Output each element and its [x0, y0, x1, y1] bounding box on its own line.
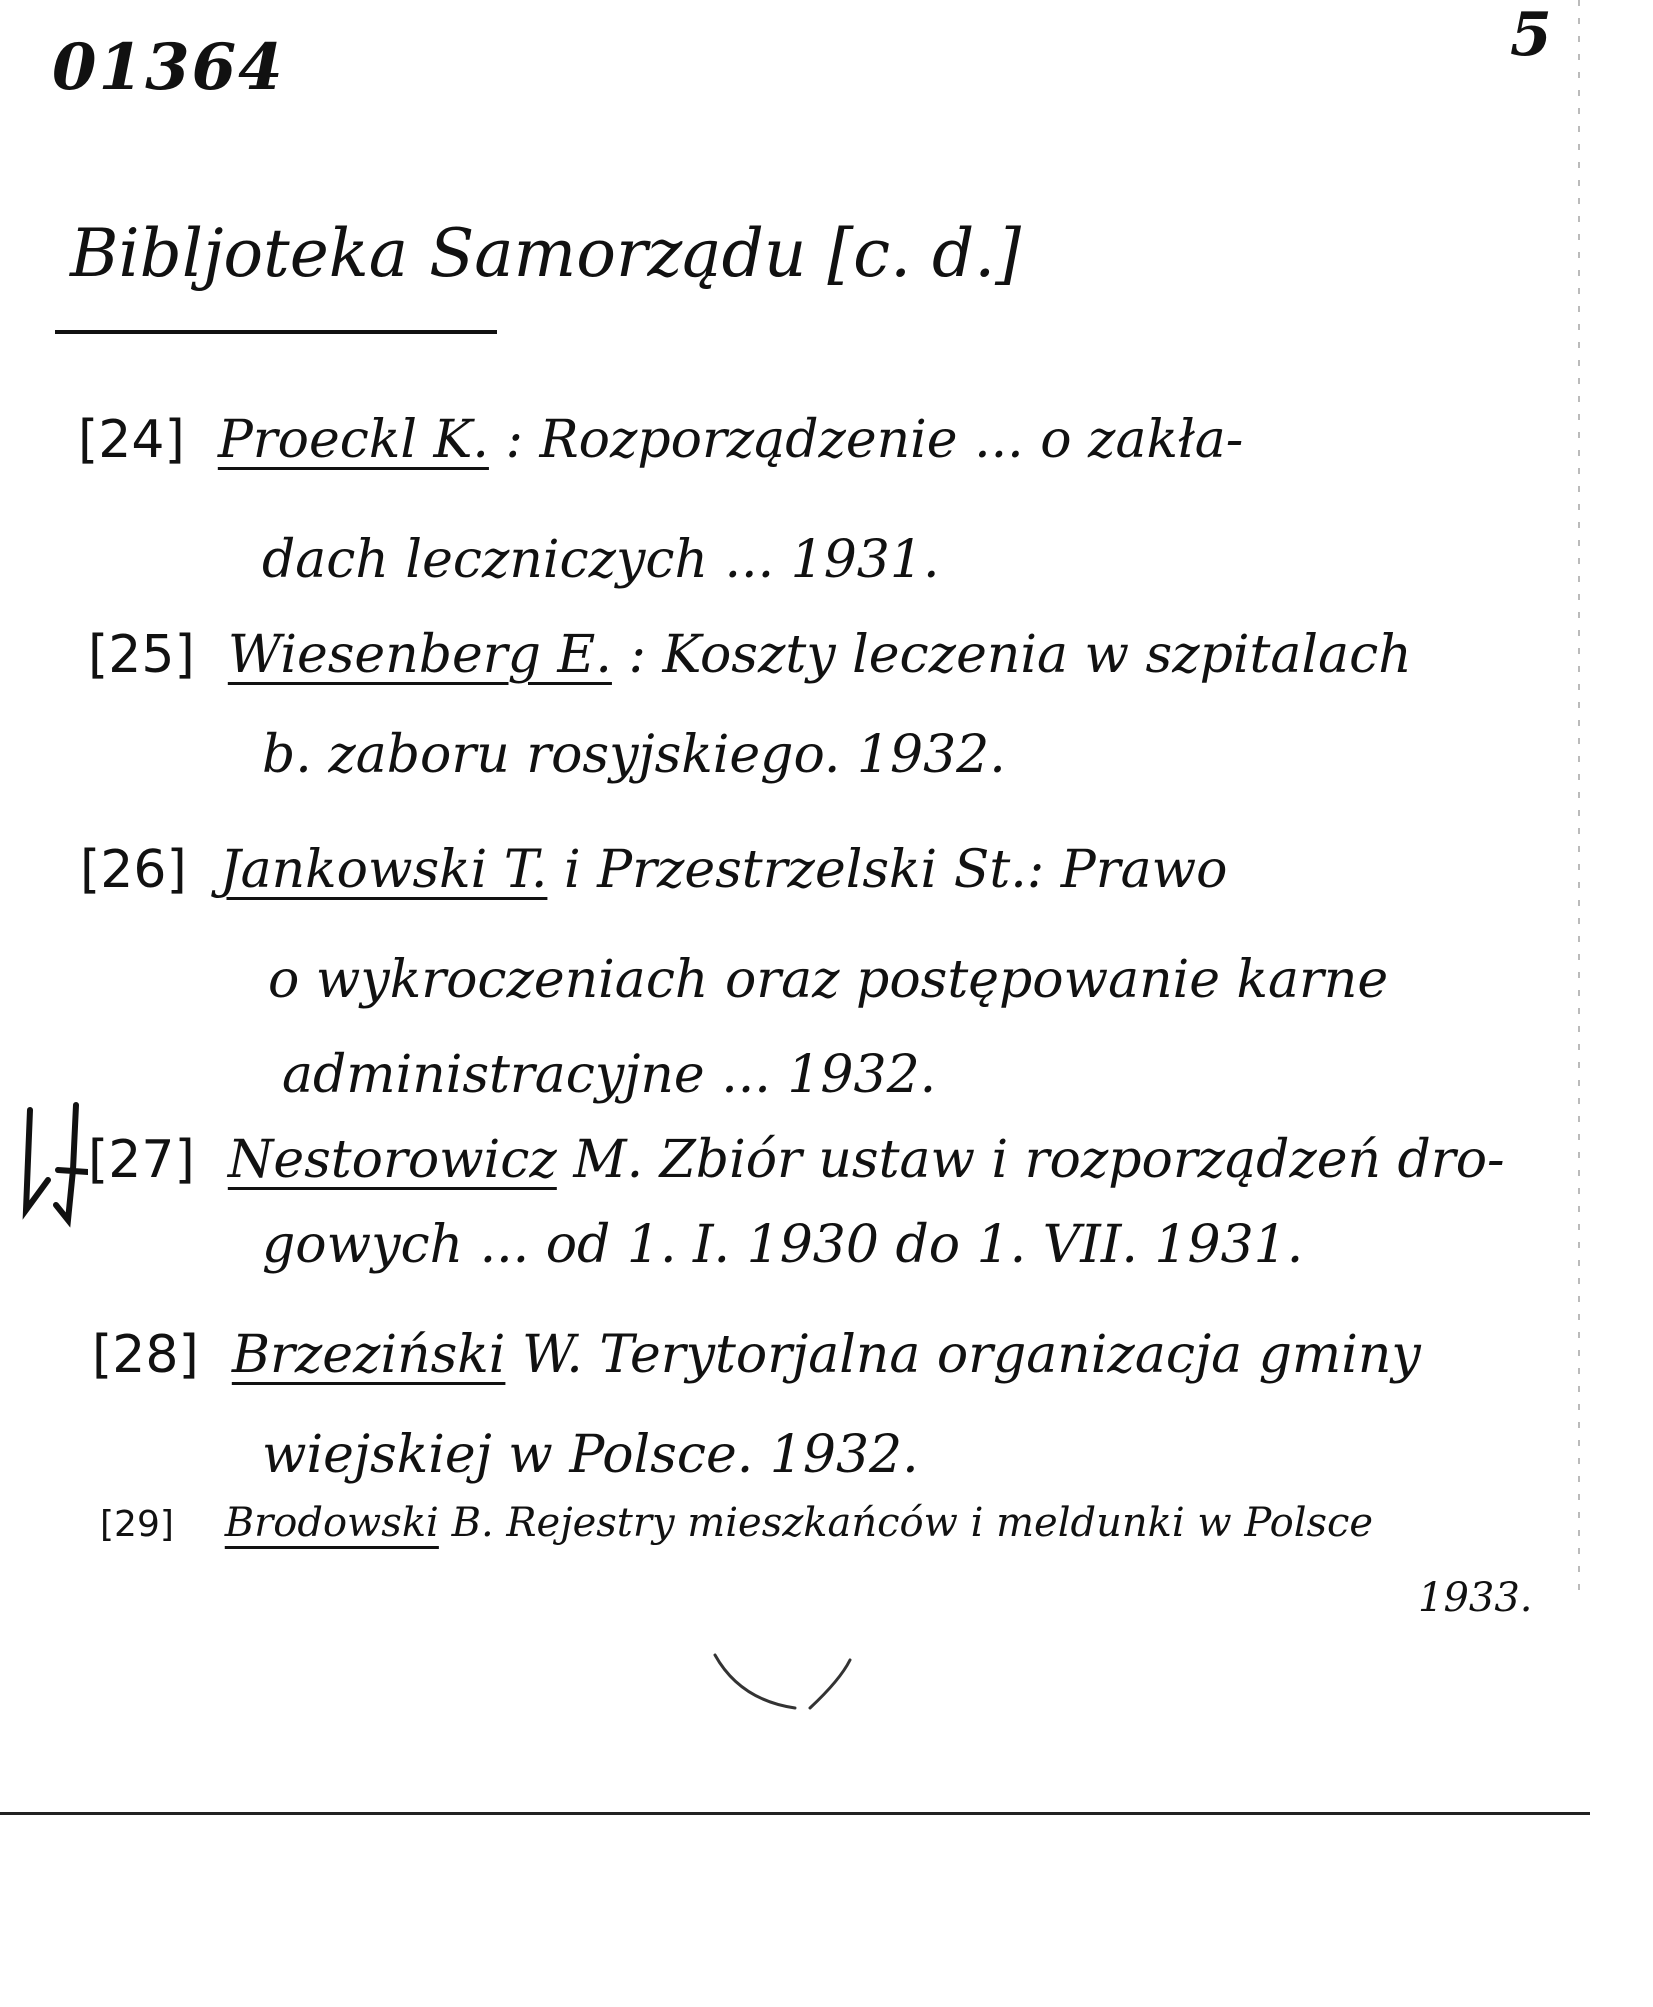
pen-stroke-mark-icon	[700, 1640, 880, 1720]
entry-number: [24]	[78, 410, 185, 470]
entry-author: Wiesenberg E.	[227, 625, 612, 685]
entry-number: [25]	[88, 625, 195, 685]
entry-number: [26]	[80, 840, 187, 900]
entry-title: i Przestrzelski St.: Prawo	[563, 840, 1228, 900]
entry-title: M. Zbiór ustaw i rozporządzeń dro-	[573, 1130, 1505, 1190]
entry-27-line-2: gowych ... od 1. I. 1930 do 1. VII. 1931.	[262, 1215, 1304, 1275]
entry-28-line-2: wiejskiej w Polsce. 1932.	[262, 1425, 919, 1485]
entry-author: Nestorowicz	[227, 1130, 557, 1190]
entry-number: [27]	[88, 1130, 195, 1190]
entry-title: : Koszty leczenia w szpitalach	[628, 625, 1412, 685]
entry-author: Brzeziński	[231, 1325, 506, 1385]
entry-28-line-1	[92, 1325, 1421, 1385]
entry-number: [28]	[92, 1325, 199, 1385]
title-underline	[55, 330, 497, 334]
entry-26-line-1	[80, 840, 1227, 900]
entry-title: : Rozporządzenie ... o zakła-	[505, 410, 1244, 470]
page-number: 5	[1510, 0, 1552, 70]
margin-arrow-mark-icon	[18, 1100, 88, 1230]
entry-29-line-2: 1933.	[1418, 1575, 1533, 1621]
entry-author: Proeckl K.	[217, 410, 489, 470]
entry-number: [29]	[100, 1504, 174, 1545]
entry-author: Jankowski T.	[219, 840, 548, 900]
section-title: Bibljoteka Samorządu [c. d.]	[70, 215, 1022, 292]
entry-title: W. Terytorjalna organizacja gminy	[521, 1325, 1421, 1385]
entry-27-line-1	[88, 1130, 1505, 1190]
scan-edge	[1578, 0, 1580, 1600]
bottom-rule	[0, 1812, 1590, 1815]
entry-29-line-1	[100, 1500, 1373, 1546]
entry-author: Brodowski	[224, 1500, 439, 1546]
entry-title: B. Rejestry mieszkańców i meldunki w Polsce	[451, 1500, 1374, 1546]
entry-26-line-3: administracyjne ... 1932.	[282, 1045, 937, 1105]
entry-24-line-2: dach leczniczych ... 1931.	[262, 530, 940, 590]
entry-24-line-1	[78, 410, 1243, 470]
entry-25-line-2: b. zaboru rosyjskiego. 1932.	[262, 725, 1006, 785]
catalog-number: 01364	[52, 30, 285, 105]
entry-26-line-2: o wykroczeniach oraz postępowanie karne	[268, 950, 1389, 1010]
entry-25-line-1	[88, 625, 1412, 685]
